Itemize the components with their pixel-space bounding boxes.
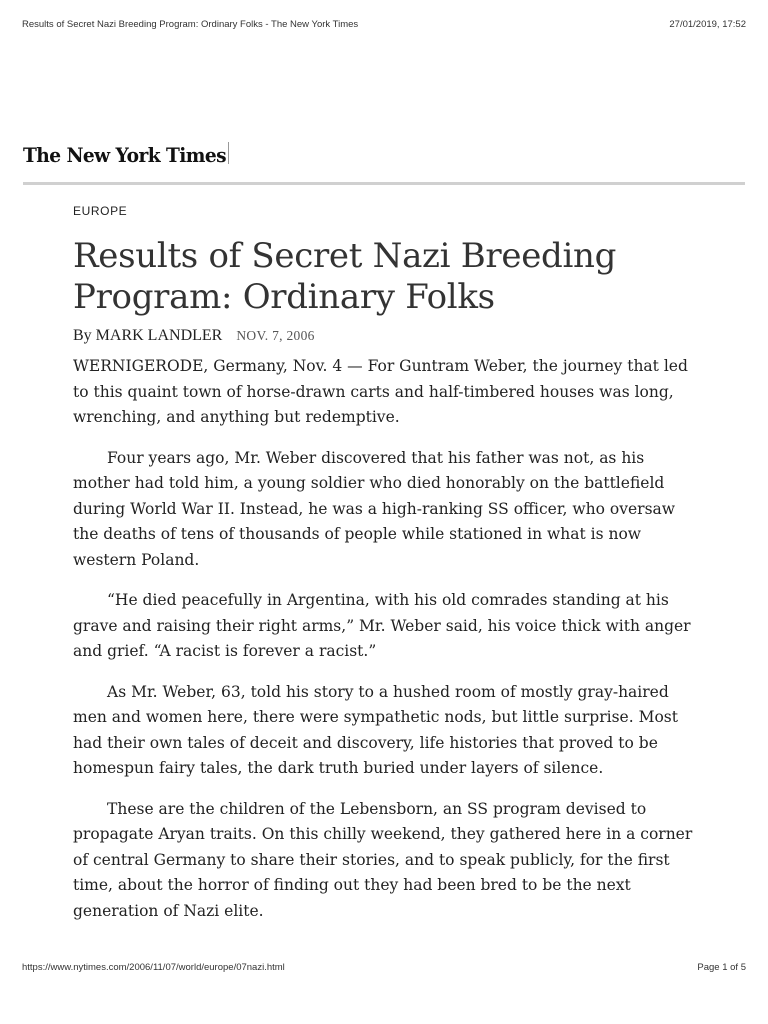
print-header-timestamp: 27/01/2019, 17:52 [669,19,746,30]
print-footer-url: https://www.nytimes.com/2006/11/07/world/europe/07nazi.html [22,962,285,973]
paragraph: As Mr. Weber, 63, told his story to a hushed room of mostly gray-haired men and women here, there were sympathetic nods, but little surprise. Most had their own tales of deceit and discovery, life histories that proved to be homespun fairy tales, the dark truth buried under layers of silence. [73,682,678,777]
section-label[interactable]: EUROPE [73,204,128,218]
paragraph: “He died peacefully in Argentina, with his old comrades standing at his grave and raising their right arms,” Mr. Weber said, his voice thick with anger and grief. “A racist is forever a racist.” [73,591,691,660]
nyt-logo[interactable]: The New York Times [23,143,227,167]
dateline: WERNIGERODE, [73,357,214,375]
byline [73,327,315,345]
byline-prefix: By [73,327,96,344]
lead-text: , Nov. 4 — For Guntram Weber, the journey that led to this quaint town of horse-drawn carts and half-timbered houses was long, wrenching, and anything but redemptive. [73,357,688,426]
article-body [73,354,698,939]
headline: Results of Secret Nazi Breeding Program: Ordinary Folks [73,236,617,317]
publish-date: NOV. 7, 2006 [236,328,315,343]
print-header-title: Results of Secret Nazi Breeding Program: Ordinary Folks - The New York Times [22,19,359,30]
paragraph: Four years ago, Mr. Weber discovered that his father was not, as his mother had told him, a young soldier who died honorably on the battlefield during World War II. Instead, he was a high-ranking SS officer, who oversaw the deaths of tens of thousands of people while stationed in what is now western Poland. [73,448,676,569]
print-footer-page: Page 1 of 5 [697,962,746,973]
author-name[interactable]: MARK LANDLER [95,327,223,344]
header-rule [23,182,745,185]
paragraph: These are the children of the Lebensborn, an SS program devised to propagate Aryan traits. On this chilly weekend, they gathered here in a corner of central Germany to share their stories, and to speak publicly, for the first time, about the horror of finding out they had been bred to be the next generation of Nazi elite. [73,799,693,920]
germany-link[interactable]: Germany [213,357,283,375]
masthead-divider [228,142,229,164]
masthead [23,138,241,172]
paragraph-lead [73,354,698,431]
